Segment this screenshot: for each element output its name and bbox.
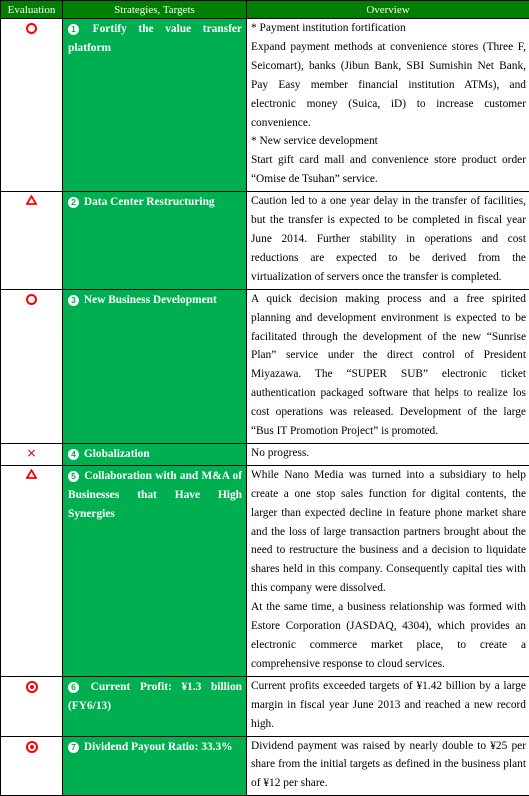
strategy-text: Collaboration with and M&A of Businesses that Have High Synergies [68, 470, 242, 520]
item-number-icon: 1 [68, 24, 79, 35]
overview-cell [247, 676, 529, 736]
strategy-text: Fortify the value transfer platform [68, 23, 242, 54]
strategy-cell [63, 676, 247, 736]
item-number-icon: 6 [68, 682, 79, 693]
overview-paragraph: * New service development [251, 132, 526, 151]
strategy-cell [63, 289, 247, 443]
strategy-text: Dividend Payout Ratio: 33.3% [84, 741, 233, 753]
overview-paragraph: Expand payment methods at convenience stores (Three F, Seicomart), banks (Jibun Bank, SBI Sumishin Net Bank, Pay Easy member financial institution ATMs), and electronic money (Suica, iD) to increase customer convenience. [251, 38, 526, 133]
cross-icon: × [26, 445, 36, 461]
overview-paragraph: Dividend payment was raised by nearly double to ¥25 per share from the initial targets as defined in the business plant of ¥12 per share. [251, 737, 526, 794]
double-circle-icon [26, 741, 38, 753]
strategy-text: New Business Development [84, 294, 217, 306]
evaluation-cell [1, 289, 63, 443]
overview-paragraph: At the same time, a business relationship was formed with Estore Corporation (JASDAQ, 4304), which provides an electronic commerce market place, to create a comprehensive response to cloud services. [251, 598, 526, 674]
table-row [1, 289, 529, 443]
header-evaluation: Evaluation [1, 1, 63, 19]
overview-paragraph: Start gift card mall and convenience store product order “Omise de Tsuhan” service. [251, 151, 526, 189]
item-number-icon: 4 [68, 449, 79, 460]
header-overview: Overview [247, 1, 529, 19]
evaluation-cell [1, 676, 63, 736]
overview-paragraph: Current profits exceeded targets of ¥1.42 billion by a large margin in fiscal year June 2013 and reached a new record high. [251, 677, 526, 734]
item-number-icon: 5 [68, 471, 79, 482]
table-row [1, 192, 529, 290]
item-number-icon: 7 [68, 742, 79, 753]
strategy-cell [63, 465, 247, 676]
evaluation-cell [1, 736, 63, 796]
overview-paragraph: While Nano Media was turned into a subsidiary to help create a one stop sales function for digital contents, the larger than expected decline in feature phone market share and the loss of large transaction partners brought about the need to restructure the business and a decision to liquidate shares held in this company. Consequently capital ties with this company were dissolved. [251, 466, 526, 598]
strategy-cell [63, 736, 247, 796]
table-row [1, 465, 529, 676]
strategy-cell [63, 19, 247, 192]
header-row [1, 1, 529, 19]
strategy-text: Globalization [84, 448, 150, 460]
strategy-cell [63, 443, 247, 465]
triangle-icon [26, 195, 37, 205]
overview-paragraph: No progress. [251, 444, 526, 463]
strategy-text: Current Profit: ¥1.3 billion (FY6/13) [68, 681, 242, 712]
overview-cell [247, 289, 529, 443]
strategy-text: Data Center Restructuring [84, 196, 215, 208]
evaluation-cell [1, 192, 63, 290]
overview-cell [247, 192, 529, 290]
overview-cell [247, 465, 529, 676]
evaluation-cell [1, 443, 63, 465]
evaluation-cell [1, 19, 63, 192]
evaluation-cell [1, 465, 63, 676]
overview-paragraph: Caution led to a one year delay in the transfer of facilities, but the transfer is expected to be completed in fiscal year June 2014. Further stability in operations and cost reductions are expected to be derived from the virtualization of servers once the transfer is completed. [251, 192, 526, 287]
overview-cell [247, 443, 529, 465]
table-row [1, 19, 529, 192]
header-strategies: Strategies, Targets [63, 1, 247, 19]
overview-cell [247, 19, 529, 192]
triangle-icon [26, 469, 37, 479]
overview-cell [247, 736, 529, 796]
overview-paragraph: * Payment institution fortification [251, 19, 526, 38]
strategy-cell [63, 192, 247, 290]
overview-paragraph: A quick decision making process and a free spirited planning and development environment is expected to be facilitated through the development of the new “Sunrise Plan” service under the direct control of President Miyazawa. The “SUPER SUB” electronic ticket authentication packaged software that helps to realize los cost operations was released. Development of the large “Bus IT Promotion Project” is promoted. [251, 290, 526, 441]
table-row [1, 443, 529, 465]
item-number-icon: 3 [68, 295, 79, 306]
table-row [1, 736, 529, 796]
circle-icon [26, 23, 37, 34]
double-circle-icon [26, 681, 38, 693]
table-row [1, 676, 529, 736]
circle-icon [26, 294, 37, 305]
item-number-icon: 2 [68, 197, 79, 208]
